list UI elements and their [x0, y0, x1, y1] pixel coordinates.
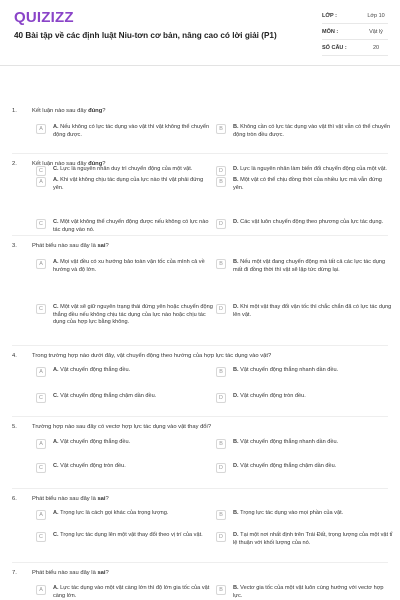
option-letter-box[interactable]: B: [216, 259, 226, 269]
option-letter: B.: [233, 367, 241, 373]
option-text: A. Nếu không có lực tác dụng vào vật thì vật không thể chuyển động được.: [53, 124, 210, 138]
option-letter: D.: [233, 219, 241, 225]
meta-value: Lớp 10: [367, 12, 385, 19]
question-divider: [12, 488, 388, 489]
option-letter-box[interactable]: A: [36, 439, 46, 449]
question-emphasis: sai: [97, 570, 106, 576]
option-letter-box[interactable]: A: [36, 124, 46, 134]
option-text: A. Vật chuyển động thẳng đều.: [53, 367, 131, 373]
option-text: D. Lực là nguyên nhân làm biến đổi chuyển động của một vật.: [233, 166, 387, 172]
option-letter-box[interactable]: B: [216, 177, 226, 187]
option-letter: C.: [53, 166, 61, 172]
meta-label: LỚP :: [322, 12, 337, 19]
option-text: B. Nếu một vật đang chuyển động mà tất cả các lực tác dụng mất đi đồng thời thì vật sẽ lập tức dừng lại.: [233, 259, 386, 273]
option-letter: A.: [53, 439, 61, 445]
option-text: B. Một vật có thể chịu đồng thời của nhiều lực mà vẫn đứng yên.: [233, 177, 382, 191]
option-letter-box[interactable]: C: [36, 393, 46, 403]
option-letter-box[interactable]: C: [36, 166, 46, 176]
logo-text: QUIZIZZ: [14, 8, 74, 26]
option-letter-box[interactable]: A: [36, 510, 46, 520]
option-text: B. Trọng lực tác dụng vào mọi phần của vật.: [233, 510, 344, 516]
question-text: Phát biểu nào sau đây là sai?: [32, 496, 109, 502]
question-text: Phát biểu nào sau đây là sai?: [32, 243, 109, 249]
option-letter-box[interactable]: D: [216, 463, 226, 473]
option-letter-box[interactable]: B: [216, 367, 226, 377]
question-number: 2.: [12, 161, 17, 167]
meta-row-count: [322, 40, 388, 56]
meta-row-subject: [322, 24, 388, 40]
option-letter: D.: [233, 393, 241, 399]
meta-value: Vật lý: [369, 28, 383, 35]
option-letter: A.: [53, 124, 61, 130]
question-emphasis: đúng: [88, 161, 103, 167]
option-letter: C.: [53, 532, 61, 538]
option-text: C. Lực là nguyên nhân duy trì chuyển động của một vật.: [53, 166, 193, 172]
meta-label: SỐ CÂU :: [322, 44, 347, 51]
option-letter-box[interactable]: B: [216, 439, 226, 449]
option-text: A. Lực tác dụng vào một vật càng lớn thì độ lớn gia tốc của vật càng lớn.: [53, 585, 210, 599]
option-text: C. Vật chuyển động tròn đều.: [53, 463, 126, 469]
option-text: D. Tại một nơi nhất định trên Trái Đất, trọng lượng của một vật tỉ lệ thuận với khối lượng của nó.: [233, 532, 393, 546]
option-letter: B.: [233, 585, 241, 591]
option-letter-box[interactable]: B: [216, 510, 226, 520]
option-letter-box[interactable]: D: [216, 219, 226, 229]
option-letter-box[interactable]: B: [216, 124, 226, 134]
document-title: 40 Bài tập về các định luật Niu-tơn cơ bản, nâng cao có lời giải (P1): [14, 31, 277, 40]
question-number: 7.: [12, 570, 17, 576]
option-text: C. Vật chuyển động thẳng chậm dần đều.: [53, 393, 157, 399]
option-letter: C.: [53, 304, 61, 310]
option-text: D. Các vật luôn chuyển động theo phương của lực tác dụng.: [233, 219, 384, 225]
question-divider: [12, 153, 388, 154]
option-letter: B.: [233, 124, 241, 130]
option-letter-box[interactable]: D: [216, 304, 226, 314]
option-letter: D.: [233, 166, 241, 172]
question-text: Kết luận nào sau đây đúng?: [32, 161, 106, 167]
meta-label: MÔN :: [322, 28, 339, 35]
question-number: 1.: [12, 108, 17, 114]
option-text: C. Một vật sẽ giữ nguyên trạng thái đứng yên hoặc chuyển động thẳng đều nếu không chịu tác dụng của lực nào hoặc chịu tác dụng của hợp lực bằng không.: [53, 304, 213, 326]
option-text: B. Vật chuyển động thẳng nhanh dần đều.: [233, 439, 339, 445]
option-letter-box[interactable]: A: [36, 259, 46, 269]
option-letter: B.: [233, 510, 241, 516]
header: [0, 0, 400, 66]
question-divider: [12, 235, 388, 236]
option-letter-box[interactable]: A: [36, 367, 46, 377]
option-text: A. Mọi vật đều có xu hướng bảo toàn vận tốc của mình cả về hướng và độ lớn.: [53, 259, 205, 273]
option-letter: B.: [233, 177, 241, 183]
option-text: B. Vật chuyển động thẳng nhanh dần đều.: [233, 367, 339, 373]
question-text: Trường hợp nào sau đây có vectơ hợp lực tác dụng vào vật thay đổi?: [32, 424, 212, 430]
option-letter: D.: [233, 532, 241, 538]
option-letter-box[interactable]: D: [216, 532, 226, 542]
option-letter: A.: [53, 177, 61, 183]
meta-panel: [322, 8, 388, 56]
option-letter: C.: [53, 219, 61, 225]
question-number: 4.: [12, 353, 17, 359]
option-letter: A.: [53, 510, 61, 516]
option-letter-box[interactable]: B: [216, 585, 226, 595]
question-number: 3.: [12, 243, 17, 249]
question-emphasis: sai: [97, 243, 106, 249]
option-text: C. Trọng lực tác dụng lên một vật thay đổi theo vị trí của vật.: [53, 532, 203, 538]
question-divider: [12, 416, 388, 417]
option-letter: B.: [233, 259, 241, 265]
option-letter: A.: [53, 259, 61, 265]
option-text: A. Khi vật không chịu tác dụng của lực nào thì vật phải đứng yên.: [53, 177, 204, 191]
option-text: A. Trọng lực là cách gọi khác của trọng lượng.: [53, 510, 169, 516]
option-letter: C.: [53, 463, 61, 469]
option-letter-box[interactable]: C: [36, 219, 46, 229]
option-letter: C.: [53, 393, 61, 399]
question-emphasis: đúng: [88, 108, 103, 114]
option-letter-box[interactable]: C: [36, 532, 46, 542]
option-text: B. Vectơ gia tốc của một vật luôn cùng hướng với vectơ hợp lực.: [233, 585, 384, 599]
question-emphasis: sai: [97, 496, 106, 502]
option-text: D. Vật chuyển động tròn đều.: [233, 393, 306, 399]
option-text: C. Một vật không thể chuyển động được nếu không có lực nào tác dụng vào nó.: [53, 219, 209, 233]
option-text: B. Không cần có lực tác dụng vào vật thì vật vẫn có thể chuyển động tròn đều được.: [233, 124, 391, 138]
question-text: Phát biểu nào sau đây là sai?: [32, 570, 109, 576]
option-letter: A.: [53, 367, 61, 373]
question-text: Trong trường hợp nào dưới đây, vật chuyển động theo hướng của hợp lực tác dụng vào vật?: [32, 353, 272, 359]
option-letter: D.: [233, 463, 241, 469]
question-divider: [12, 345, 388, 346]
option-letter-box[interactable]: D: [216, 393, 226, 403]
question-text: Kết luận nào sau đây đúng?: [32, 108, 106, 114]
question-number: 5.: [12, 424, 17, 430]
option-letter: D.: [233, 304, 241, 310]
option-text: D. Vật chuyển động thẳng chậm dần đều.: [233, 463, 337, 469]
question-divider: [12, 562, 388, 563]
option-letter: A.: [53, 585, 61, 591]
option-letter-box[interactable]: D: [216, 166, 226, 176]
question-number: 6.: [12, 496, 17, 502]
meta-row-class: [322, 8, 388, 24]
option-letter-box[interactable]: C: [36, 463, 46, 473]
option-letter: B.: [233, 439, 241, 445]
option-letter-box[interactable]: C: [36, 304, 46, 314]
option-text: D. Khi một vật thay đổi vận tốc thì chắc chắn đã có lực tác dụng lên vật.: [233, 304, 392, 318]
meta-value: 20: [372, 44, 380, 51]
option-text: A. Vật chuyển động thẳng đều.: [53, 439, 131, 445]
option-letter-box[interactable]: A: [36, 177, 46, 187]
option-letter-box[interactable]: A: [36, 585, 46, 595]
